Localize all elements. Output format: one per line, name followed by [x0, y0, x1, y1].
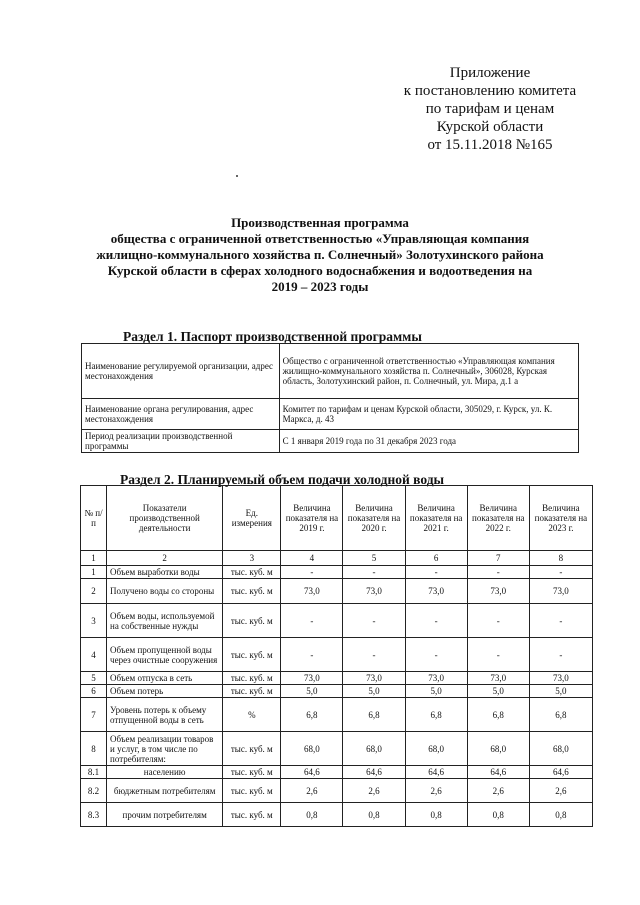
cell-num: 3 — [81, 604, 107, 638]
cell-num: 5 — [81, 672, 107, 685]
water-volume-table — [80, 485, 593, 827]
cell-value: - — [467, 604, 529, 638]
cell-value: - — [467, 566, 529, 579]
title-line: общества с ограниченной ответственностью «Управляющая компания — [110, 231, 530, 246]
cell-value: 73,0 — [343, 579, 405, 604]
cell-value: 68,0 — [467, 732, 529, 766]
passport-label: Период реализации производственной программы — [82, 430, 280, 453]
table-row — [81, 672, 593, 685]
table-row — [81, 779, 593, 803]
cell-value: 6,8 — [343, 698, 405, 732]
table-row — [81, 803, 593, 827]
cell-value: - — [281, 638, 343, 672]
cell-unit: тыс. куб. м — [223, 672, 281, 685]
cell-indicator: Объем пропущенной воды через очистные сооружения — [107, 638, 223, 672]
cell-indicator: прочим потребителям — [107, 803, 223, 827]
cell-value: 2,6 — [529, 779, 592, 803]
cell-value: - — [343, 638, 405, 672]
table-row — [81, 732, 593, 766]
column-header: Ед. измерения — [223, 486, 281, 551]
cell-unit: тыс. куб. м — [223, 638, 281, 672]
cell-num: 1 — [81, 566, 107, 579]
cell-value: 6,8 — [281, 698, 343, 732]
cell-value: 73,0 — [529, 672, 592, 685]
table-row — [81, 579, 593, 604]
cell-value: 0,8 — [343, 803, 405, 827]
column-number: 7 — [467, 551, 529, 566]
cell-value: 64,6 — [467, 766, 529, 779]
cell-indicator: Объем выработки воды — [107, 566, 223, 579]
passport-label: Наименование регулируемой организации, адрес местонахождения — [82, 344, 280, 399]
cell-value: 5,0 — [343, 685, 405, 698]
cell-num: 8 — [81, 732, 107, 766]
passport-value: Общество с ограниченной ответственностью «Управляющая компания жилищно-коммунального хозяйства п. Солнечный», 306028, Курская область, Золотухинский район, п. Солнечный, ул. Мира, д.1 а — [279, 344, 578, 399]
cell-unit: тыс. куб. м — [223, 732, 281, 766]
cell-value: 68,0 — [529, 732, 592, 766]
cell-value: 73,0 — [281, 579, 343, 604]
cell-value: 73,0 — [529, 579, 592, 604]
cell-value: 68,0 — [343, 732, 405, 766]
cell-value: 64,6 — [529, 766, 592, 779]
cell-value: 73,0 — [281, 672, 343, 685]
appendix-line: Курской области — [436, 119, 544, 135]
column-header: Величина показателя на 2020 г. — [343, 486, 405, 551]
cell-num: 4 — [81, 638, 107, 672]
cell-value: 2,6 — [343, 779, 405, 803]
cell-indicator: Объем потерь — [107, 685, 223, 698]
cell-indicator: Объем реализации товаров и услуг, в том числе по потребителям: — [107, 732, 223, 766]
cell-value: 5,0 — [405, 685, 467, 698]
cell-value: 2,6 — [281, 779, 343, 803]
cell-indicator: Получено воды со стороны — [107, 579, 223, 604]
cell-value: 64,6 — [405, 766, 467, 779]
column-header: № п/п — [81, 486, 107, 551]
appendix-block — [380, 64, 600, 154]
cell-value: - — [281, 566, 343, 579]
cell-value: 6,8 — [405, 698, 467, 732]
cell-value: 73,0 — [467, 579, 529, 604]
header-row — [81, 486, 593, 551]
cell-indicator: Уровень потерь к объему отпущенной воды в сеть — [107, 698, 223, 732]
appendix-line: к постановлению комитета — [403, 83, 577, 99]
title-line: 2019 – 2023 годы — [271, 279, 369, 294]
document-title — [70, 215, 570, 295]
cell-value: 5,0 — [281, 685, 343, 698]
cell-indicator: Объем отпуска в сеть — [107, 672, 223, 685]
table-row — [81, 685, 593, 698]
passport-value: С 1 января 2019 года по 31 декабря 2023 года — [279, 430, 578, 453]
cell-value: 5,0 — [529, 685, 592, 698]
cell-value: 73,0 — [343, 672, 405, 685]
cell-value: - — [343, 566, 405, 579]
title-line: жилищно-коммунального хозяйства п. Солнечный» Золотухинского района — [96, 247, 544, 262]
cell-value: 73,0 — [467, 672, 529, 685]
appendix-line: от 15.11.2018 №165 — [427, 137, 553, 153]
column-number: 1 — [81, 551, 107, 566]
table-row — [81, 566, 593, 579]
cell-value: - — [405, 566, 467, 579]
column-number: 8 — [529, 551, 592, 566]
section2-heading: Раздел 2. Планируемый объем подачи холодной воды — [120, 472, 445, 487]
cell-unit: тыс. куб. м — [223, 604, 281, 638]
table-row — [82, 344, 579, 399]
column-number: 2 — [107, 551, 223, 566]
cell-value: - — [343, 604, 405, 638]
table-row — [81, 698, 593, 732]
cell-value: - — [281, 604, 343, 638]
cell-value: - — [405, 638, 467, 672]
cell-value: - — [529, 638, 592, 672]
cell-num: 7 — [81, 698, 107, 732]
scan-speck — [236, 175, 238, 177]
table-row — [82, 430, 579, 453]
column-header: Величина показателя на 2019 г. — [281, 486, 343, 551]
cell-value: - — [467, 638, 529, 672]
cell-unit: тыс. куб. м — [223, 766, 281, 779]
column-number: 6 — [405, 551, 467, 566]
cell-value: 0,8 — [405, 803, 467, 827]
cell-unit: тыс. куб. м — [223, 803, 281, 827]
cell-value: 2,6 — [467, 779, 529, 803]
cell-unit: тыс. куб. м — [223, 779, 281, 803]
cell-value: - — [529, 604, 592, 638]
cell-unit: тыс. куб. м — [223, 566, 281, 579]
section1-heading: Раздел 1. Паспорт производственной программы — [123, 329, 422, 344]
cell-indicator: Объем воды, используемой на собственные нужды — [107, 604, 223, 638]
title-line: Курской области в сферах холодного водоснабжения и водоотведения на — [107, 263, 533, 278]
table-row — [81, 638, 593, 672]
cell-value: 68,0 — [281, 732, 343, 766]
column-number-row — [81, 551, 593, 566]
column-header: Показатели производственной деятельности — [107, 486, 223, 551]
cell-value: 6,8 — [529, 698, 592, 732]
cell-value: 5,0 — [467, 685, 529, 698]
appendix-line: Приложение — [449, 65, 531, 81]
cell-value: - — [529, 566, 592, 579]
cell-unit: % — [223, 698, 281, 732]
title-line: Производственная программа — [231, 215, 409, 230]
column-number: 4 — [281, 551, 343, 566]
column-header: Величина показателя на 2021 г. — [405, 486, 467, 551]
cell-indicator: населению — [107, 766, 223, 779]
column-header: Величина показателя на 2023 г. — [529, 486, 592, 551]
cell-value: 73,0 — [405, 672, 467, 685]
cell-value: 2,6 — [405, 779, 467, 803]
passport-label: Наименование органа регулирования, адрес местонахождения — [82, 399, 280, 430]
cell-num: 2 — [81, 579, 107, 604]
cell-value: 68,0 — [405, 732, 467, 766]
appendix-line: по тарифам и ценам — [425, 101, 555, 117]
cell-value: 73,0 — [405, 579, 467, 604]
cell-indicator: бюджетным потребителям — [107, 779, 223, 803]
cell-value: 64,6 — [343, 766, 405, 779]
table-row — [82, 399, 579, 430]
cell-value: 0,8 — [529, 803, 592, 827]
cell-value: 64,6 — [281, 766, 343, 779]
cell-value: 6,8 — [467, 698, 529, 732]
cell-num: 6 — [81, 685, 107, 698]
column-number: 3 — [223, 551, 281, 566]
column-header: Величина показателя на 2022 г. — [467, 486, 529, 551]
cell-num: 8.3 — [81, 803, 107, 827]
table-row — [81, 766, 593, 779]
passport-value: Комитет по тарифам и ценам Курской области, 305029, г. Курск, ул. К. Маркса, д. 43 — [279, 399, 578, 430]
passport-table — [81, 343, 579, 453]
column-number: 5 — [343, 551, 405, 566]
cell-value: 0,8 — [281, 803, 343, 827]
cell-unit: тыс. куб. м — [223, 685, 281, 698]
cell-value: 0,8 — [467, 803, 529, 827]
cell-unit: тыс. куб. м — [223, 579, 281, 604]
cell-num: 8.1 — [81, 766, 107, 779]
cell-num: 8.2 — [81, 779, 107, 803]
table-row — [81, 604, 593, 638]
cell-value: - — [405, 604, 467, 638]
